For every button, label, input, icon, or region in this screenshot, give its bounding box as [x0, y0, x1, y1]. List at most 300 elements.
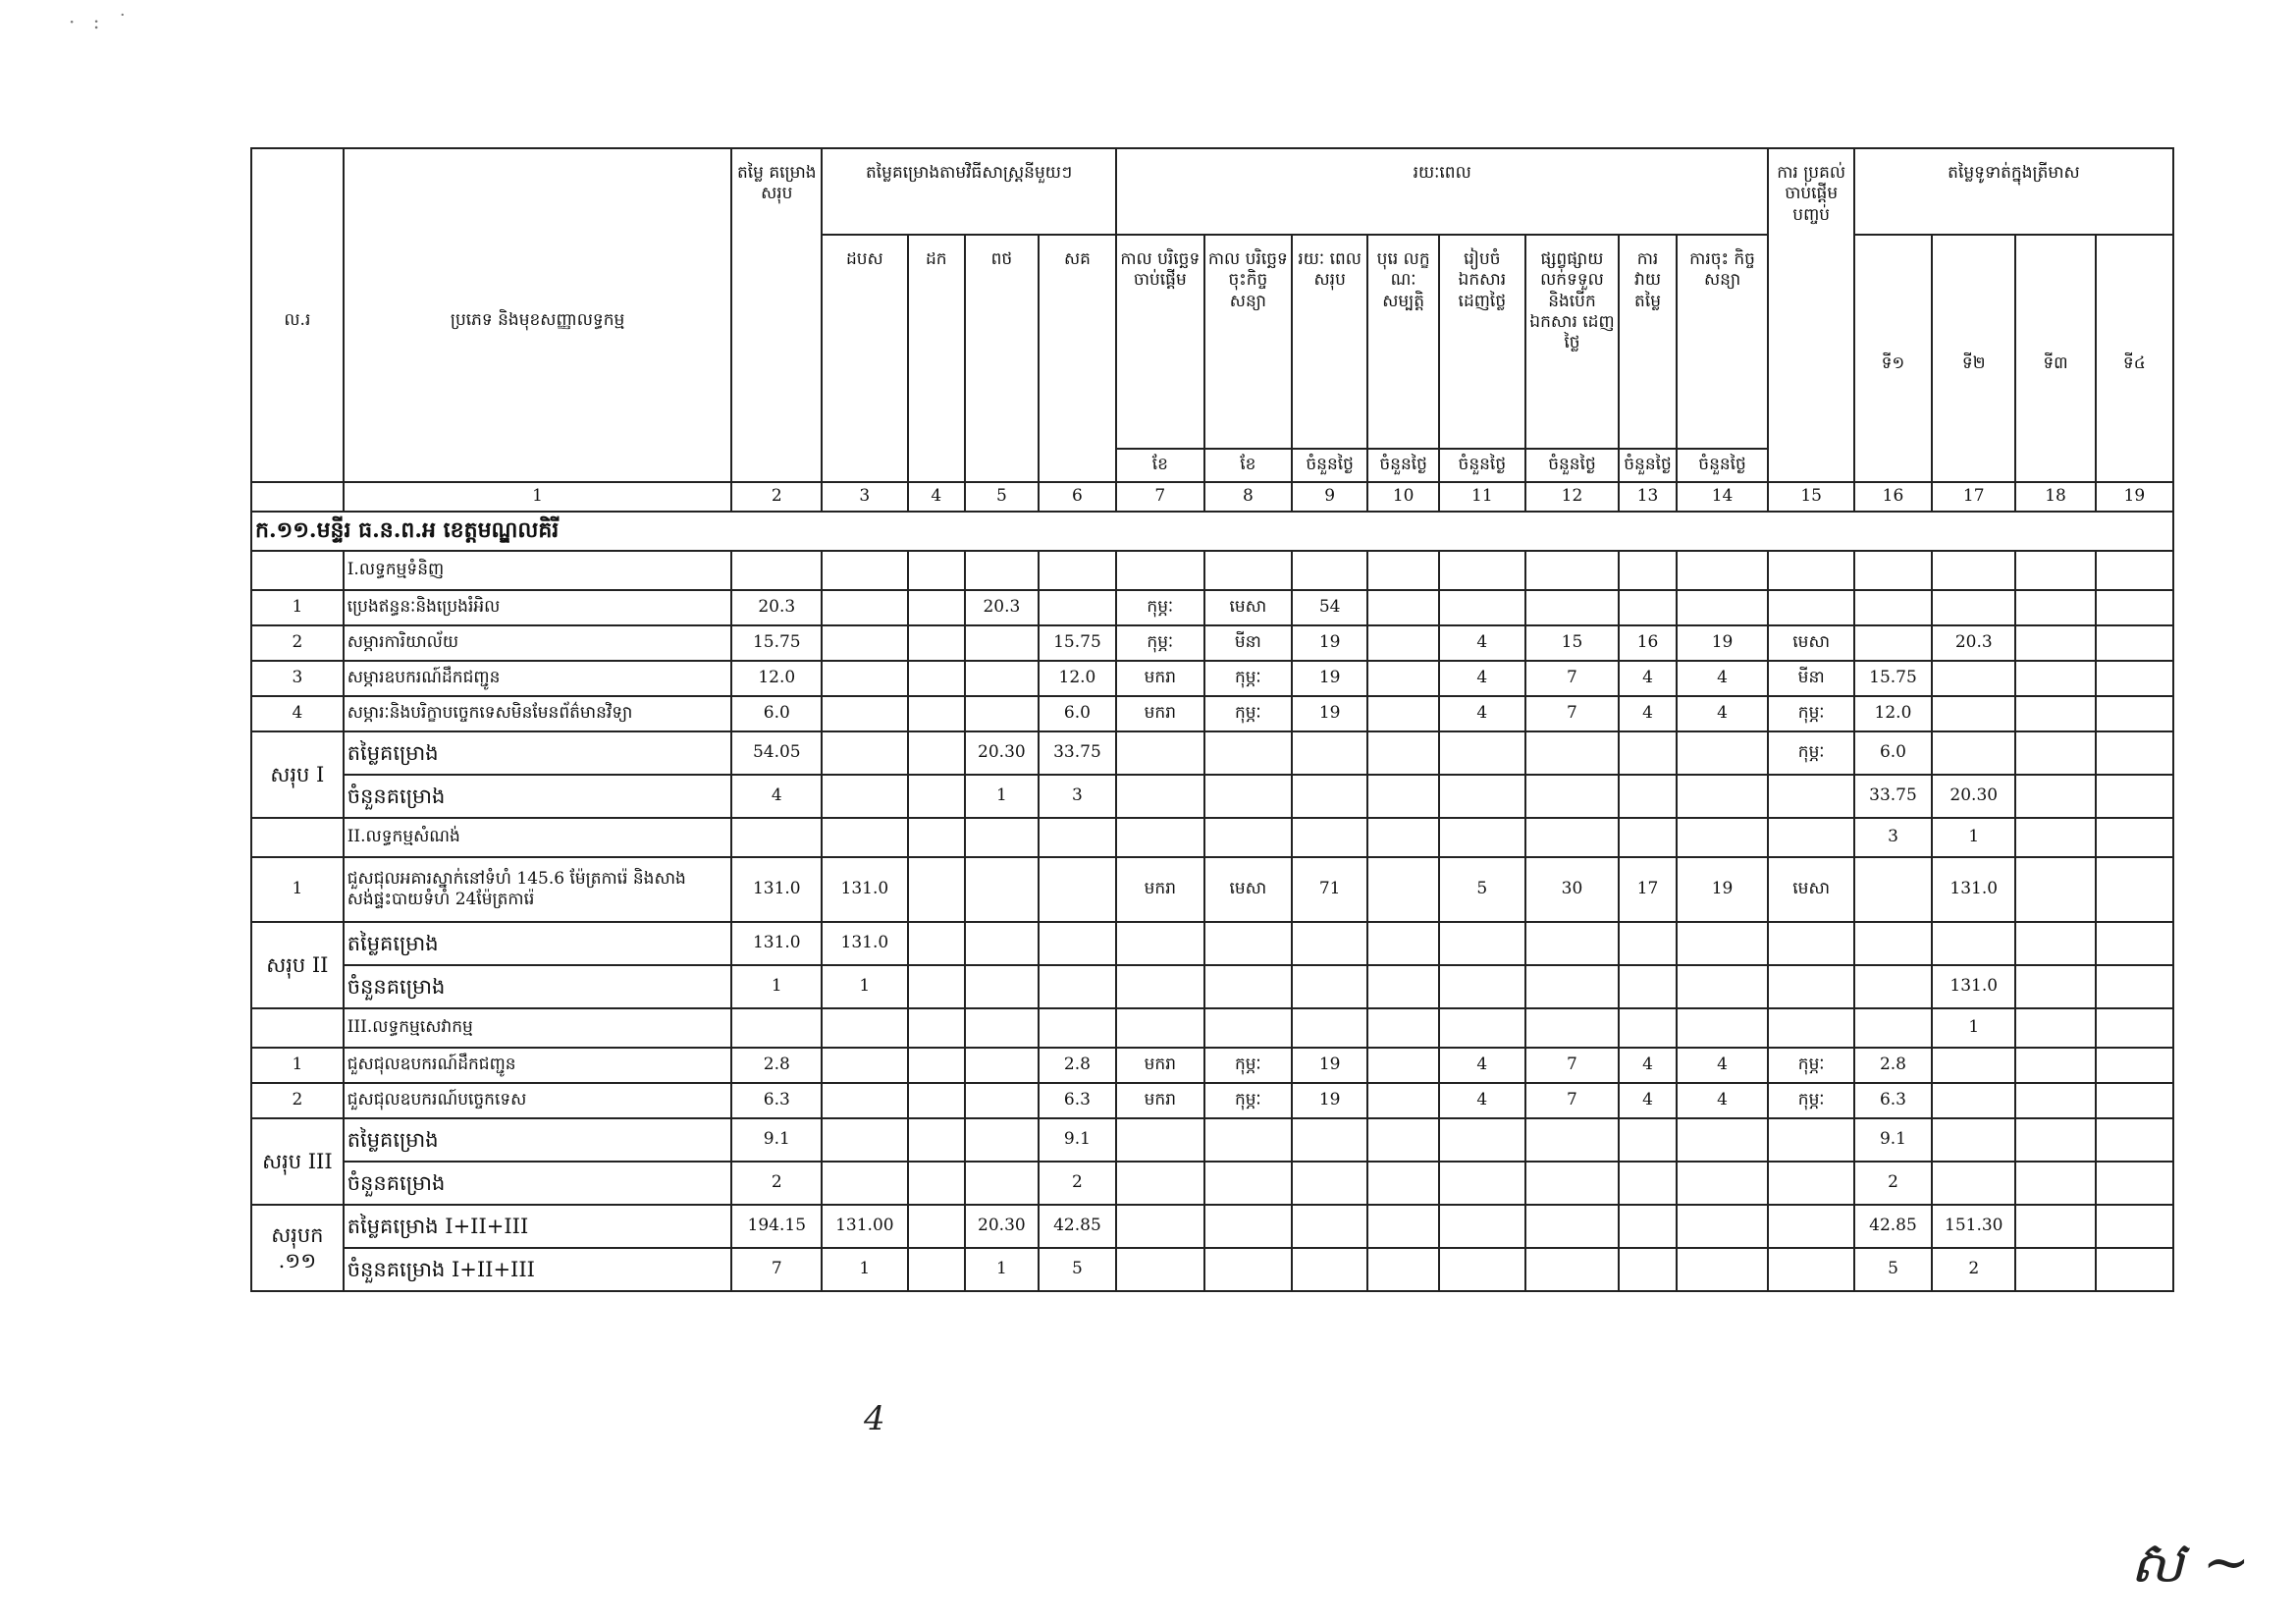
subtotal-q1: 6.0 [1854, 731, 1932, 775]
subtotal-q4 [2096, 731, 2173, 775]
count-c7 [1116, 1162, 1204, 1205]
empty-cell [731, 1008, 822, 1048]
cell-m3: 131.0 [822, 857, 907, 922]
empty-cell [1204, 551, 1293, 590]
empty-cell [1292, 1008, 1367, 1048]
count-q2: 131.0 [1932, 965, 2015, 1008]
count-q4 [2096, 965, 2173, 1008]
empty-cell [908, 551, 965, 590]
count-m4 [908, 1248, 965, 1291]
empty-cell [965, 818, 1039, 857]
cell-q1: 2.8 [1854, 1048, 1932, 1083]
cell-m3 [822, 625, 907, 661]
cell-c11: 4 [1439, 1083, 1524, 1118]
cell-m4 [908, 1048, 965, 1083]
cell-m3 [822, 1048, 907, 1083]
subtotal-c11 [1439, 1118, 1524, 1162]
cell-q2 [1932, 590, 2015, 625]
cell-total: 12.0 [731, 661, 822, 696]
cost-label: តម្លៃគម្រោង I+II+III [344, 1205, 732, 1248]
count-c11 [1439, 965, 1524, 1008]
count-c10 [1367, 775, 1439, 818]
cell-q1: 15.75 [1854, 661, 1932, 696]
cell-q1: 12.0 [1854, 696, 1932, 731]
empty-cell [1525, 818, 1620, 857]
empty-cell [2096, 818, 2173, 857]
cell-m6: 15.75 [1039, 625, 1116, 661]
unit-cell: ចំនួនថ្ងៃ [1619, 449, 1676, 482]
count-c15 [1768, 965, 1853, 1008]
header-evaluation: ការ វាយ តម្លៃ [1619, 235, 1676, 449]
table-row [251, 1048, 2173, 1083]
cell-c12: 30 [1525, 857, 1620, 922]
cell-q1 [1854, 625, 1932, 661]
subtotal-c8 [1204, 731, 1293, 775]
subtotal-c7 [1116, 922, 1204, 965]
cell-c12: 7 [1525, 1048, 1620, 1083]
column-number-cell: 10 [1367, 482, 1439, 512]
subtotal-c14 [1677, 1205, 1769, 1248]
row-number: 1 [251, 857, 344, 922]
count-m4 [908, 965, 965, 1008]
cell-c13: 16 [1619, 625, 1676, 661]
empty-cell [1768, 551, 1853, 590]
row-number: 1 [251, 1048, 344, 1083]
count-c8 [1204, 1248, 1293, 1291]
item-name: សម្ភារៈនិងបរិក្ខាបច្ចេកទេសមិនមែនព័ត៌មានវិទ្យា [344, 696, 732, 731]
cell-c15: កុម្ភៈ [1768, 1048, 1853, 1083]
cell-m4 [908, 661, 965, 696]
subtotal-c13 [1619, 1205, 1676, 1248]
count-total: 7 [731, 1248, 822, 1291]
count-q3 [2015, 965, 2095, 1008]
cell-q1: 6.3 [1854, 1083, 1932, 1118]
group-title-row [251, 1008, 2173, 1048]
cell-c14: 19 [1677, 857, 1769, 922]
subtotal-q3 [2015, 922, 2095, 965]
subtotal-c9 [1292, 922, 1367, 965]
empty-cell [1677, 818, 1769, 857]
unit-cell: ចំនួនថ្ងៃ [1367, 449, 1439, 482]
column-number-cell: 6 [1039, 482, 1116, 512]
cell-q2 [1932, 1048, 2015, 1083]
table-row [251, 1083, 2173, 1118]
empty-cell [1204, 818, 1293, 857]
count-c10 [1367, 1248, 1439, 1291]
empty-cell [908, 1008, 965, 1048]
procurement-plan-table [250, 147, 2174, 1292]
cell-m4 [908, 696, 965, 731]
cell-c7: មករា [1116, 696, 1204, 731]
cell-m5 [965, 625, 1039, 661]
cell-c9: 71 [1292, 857, 1367, 922]
subtotal-count-row [251, 1162, 2173, 1205]
count-m4 [908, 775, 965, 818]
subtotal-c13 [1619, 1118, 1676, 1162]
cell-total: 6.0 [731, 696, 822, 731]
cell-c11: 4 [1439, 661, 1524, 696]
subtotal-q3 [2015, 1205, 2095, 1248]
subtotal-m4 [908, 922, 965, 965]
subtotal-m6: 33.75 [1039, 731, 1116, 775]
cell-m6 [1039, 590, 1116, 625]
subtotal-c10 [1367, 731, 1439, 775]
cell-q2 [1932, 696, 2015, 731]
empty-cell [1116, 1008, 1204, 1048]
count-m3: 1 [822, 1248, 907, 1291]
subtotal-cost-row [251, 1118, 2173, 1162]
empty-cell [908, 818, 965, 857]
empty-cell [1677, 551, 1769, 590]
cell-m5 [965, 857, 1039, 922]
count-c8 [1204, 965, 1293, 1008]
empty-cell [1619, 1008, 1676, 1048]
cell-q4 [2096, 1083, 2173, 1118]
cell-c11: 4 [1439, 696, 1524, 731]
cell-q3 [2015, 857, 2095, 922]
count-m6: 3 [1039, 775, 1116, 818]
count-q2: 2 [1932, 1248, 2015, 1291]
count-c13 [1619, 1248, 1676, 1291]
header-row-1 [251, 148, 2173, 235]
subtotal-q4 [2096, 1118, 2173, 1162]
subtotal-total: 131.0 [731, 922, 822, 965]
empty-cell [731, 551, 822, 590]
cell-c10 [1367, 590, 1439, 625]
empty-cell [1367, 818, 1439, 857]
column-number-cell: 2 [731, 482, 822, 512]
cell-c7: មករា [1116, 661, 1204, 696]
subtotal-c7 [1116, 1205, 1204, 1248]
header-method-1: ដបស [822, 235, 907, 482]
cell-m6: 6.3 [1039, 1083, 1116, 1118]
subtotal-label: សរុប I [251, 731, 344, 818]
cell-q1 [1854, 857, 1932, 922]
cell-c7: មករា [1116, 1048, 1204, 1083]
count-label: ចំនួនគម្រោង [344, 1162, 732, 1205]
cell-c10 [1367, 1083, 1439, 1118]
header-quarter-1: ទី១ [1854, 235, 1932, 482]
subtotal-q4 [2096, 1205, 2173, 1248]
column-number-cell: 5 [965, 482, 1039, 512]
count-c12 [1525, 775, 1620, 818]
cell-c10 [1367, 625, 1439, 661]
empty-cell [822, 1008, 907, 1048]
count-c7 [1116, 965, 1204, 1008]
cell-q2 [1932, 661, 2015, 696]
cell-q3 [2015, 696, 2095, 731]
header-contract-date: កាល បរិច្ឆេទ ចុះកិច្ច សន្យា [1204, 235, 1293, 449]
subtotal-c10 [1367, 1118, 1439, 1162]
cell-q4 [2096, 857, 2173, 922]
cell-q4 [2096, 661, 2173, 696]
cell-c12: 15 [1525, 625, 1620, 661]
cell-m3 [822, 1083, 907, 1118]
cell-c13: 4 [1619, 661, 1676, 696]
cell-m4 [908, 1083, 965, 1118]
cell-c15: កុម្ភៈ [1768, 696, 1853, 731]
subtotal-cost-row [251, 731, 2173, 775]
count-c15 [1768, 1162, 1853, 1205]
cell-c12: 7 [1525, 661, 1620, 696]
table-row [251, 857, 2173, 922]
count-m5: 1 [965, 1248, 1039, 1291]
count-c8 [1204, 775, 1293, 818]
column-number-cell: 3 [822, 482, 907, 512]
count-label: ចំនួនគម្រោង I+II+III [344, 1248, 732, 1291]
cell-c11: 4 [1439, 625, 1524, 661]
quarter-1-value: 3 [1854, 818, 1932, 857]
subtotal-count-row [251, 1248, 2173, 1291]
subtotal-m3 [822, 731, 907, 775]
subtotal-c9 [1292, 1205, 1367, 1248]
cell-m6: 6.0 [1039, 696, 1116, 731]
cell-q3 [2015, 661, 2095, 696]
column-number-cell: 16 [1854, 482, 1932, 512]
cell-c13: 4 [1619, 696, 1676, 731]
count-q4 [2096, 775, 2173, 818]
cell-q2: 20.3 [1932, 625, 2015, 661]
procurement-plan-sheet [250, 147, 2174, 1365]
subtotal-c15 [1768, 1205, 1853, 1248]
table-row [251, 590, 2173, 625]
count-label: ចំនួនគម្រោង [344, 965, 732, 1008]
empty-cell [2096, 551, 2173, 590]
cell-m5 [965, 1048, 1039, 1083]
group-no-cell [251, 818, 344, 857]
subtotal-q1: 9.1 [1854, 1118, 1932, 1162]
table-row [251, 661, 2173, 696]
subtotal-cost-row [251, 922, 2173, 965]
cell-c9: 19 [1292, 625, 1367, 661]
cell-m3 [822, 661, 907, 696]
item-name: សម្ភារឧបករណ៍ដឹកជញ្ជូន [344, 661, 732, 696]
subtotal-c13 [1619, 731, 1676, 775]
count-c12 [1525, 965, 1620, 1008]
row-number: 1 [251, 590, 344, 625]
cell-m5 [965, 661, 1039, 696]
cell-m6 [1039, 857, 1116, 922]
column-number-cell: 15 [1768, 482, 1853, 512]
header-publish-open: ផ្សព្វផ្សាយ លក់ទទួល និងបើក ឯកសារ ដេញថ្លៃ [1525, 235, 1620, 449]
item-name: សម្ភារការិយាល័យ [344, 625, 732, 661]
column-number-cell: 12 [1525, 482, 1620, 512]
count-m3 [822, 1162, 907, 1205]
group-title-row [251, 551, 2173, 590]
cell-c7: កុម្ភៈ [1116, 590, 1204, 625]
empty-cell [1619, 818, 1676, 857]
empty-cell [1292, 551, 1367, 590]
count-m6: 2 [1039, 1162, 1116, 1205]
section-title: ក.១១.មន្ទីរ ធ.ន.ព.អ ខេត្តមណ្ឌលគិរី [251, 512, 2173, 551]
subtotal-c9 [1292, 1118, 1367, 1162]
empty-cell [1039, 818, 1116, 857]
count-c14 [1677, 775, 1769, 818]
cell-c10 [1367, 857, 1439, 922]
cell-c13: 4 [1619, 1048, 1676, 1083]
column-number-cell: 7 [1116, 482, 1204, 512]
count-q1: 5 [1854, 1248, 1932, 1291]
count-total: 4 [731, 775, 822, 818]
subtotal-c11 [1439, 1205, 1524, 1248]
count-q4 [2096, 1248, 2173, 1291]
quarter-2-value: 1 [1932, 1008, 2015, 1048]
count-q1: 2 [1854, 1162, 1932, 1205]
table-row [251, 625, 2173, 661]
empty-cell [822, 551, 907, 590]
column-number-cell: 17 [1932, 482, 2015, 512]
cell-c9: 54 [1292, 590, 1367, 625]
unit-cell: ចំនួនថ្ងៃ [1677, 449, 1769, 482]
table-body [251, 148, 2173, 1291]
count-m3: 1 [822, 965, 907, 1008]
header-contract-signing: ការចុះ កិច្ចសន្យា [1677, 235, 1769, 449]
count-m6: 5 [1039, 1248, 1116, 1291]
table-row [251, 696, 2173, 731]
count-c10 [1367, 965, 1439, 1008]
subtotal-c8 [1204, 1205, 1293, 1248]
count-c9 [1292, 965, 1367, 1008]
group-title: II.លទ្ធកម្មសំណង់ [344, 818, 732, 857]
subtotal-cost-row [251, 1205, 2173, 1248]
cell-c10 [1367, 661, 1439, 696]
cell-m4 [908, 625, 965, 661]
header-quarter-4: ទី៤ [2096, 235, 2173, 482]
subtotal-m6 [1039, 922, 1116, 965]
subtotal-total: 9.1 [731, 1118, 822, 1162]
cell-total: 6.3 [731, 1083, 822, 1118]
empty-cell [1439, 1008, 1524, 1048]
cell-c14: 4 [1677, 1083, 1769, 1118]
cost-label: តម្លៃគម្រោង [344, 731, 732, 775]
empty-cell [2015, 1008, 2095, 1048]
subtotal-c12 [1525, 1205, 1620, 1248]
column-number-cell [251, 482, 344, 512]
count-q1: 33.75 [1854, 775, 1932, 818]
cell-q2: 131.0 [1932, 857, 2015, 922]
row-number: 2 [251, 625, 344, 661]
cost-label: តម្លៃគម្រោង [344, 1118, 732, 1162]
count-c15 [1768, 1248, 1853, 1291]
count-q1 [1854, 965, 1932, 1008]
subtotal-c10 [1367, 1205, 1439, 1248]
item-name: ជួសជុលអគារស្នាក់នៅទំហំ 145.6 ម៉ែត្រការ៉េ និងសាងសង់ផ្ទះបាយទំហំ 24ម៉ែត្រការ៉េ [344, 857, 732, 922]
cell-c13 [1619, 590, 1676, 625]
count-q2: 20.30 [1932, 775, 2015, 818]
row-number: 3 [251, 661, 344, 696]
empty-cell [1525, 1008, 1620, 1048]
cell-m4 [908, 857, 965, 922]
subtotal-c12 [1525, 731, 1620, 775]
cell-q4 [2096, 590, 2173, 625]
subtotal-c7 [1116, 1118, 1204, 1162]
subtotal-c11 [1439, 922, 1524, 965]
empty-cell [1525, 551, 1620, 590]
count-m5 [965, 1162, 1039, 1205]
count-m3 [822, 775, 907, 818]
cell-c8: កុម្ភៈ [1204, 661, 1293, 696]
column-number-cell: 9 [1292, 482, 1367, 512]
cell-total: 131.0 [731, 857, 822, 922]
subtotal-q3 [2015, 1118, 2095, 1162]
subtotal-m5 [965, 922, 1039, 965]
subtotal-c7 [1116, 731, 1204, 775]
cell-c11 [1439, 590, 1524, 625]
cell-q3 [2015, 590, 2095, 625]
cell-c7: មករា [1116, 857, 1204, 922]
header-quarter-3: ទី៣ [2015, 235, 2095, 482]
subtotal-c13 [1619, 922, 1676, 965]
scan-specks: · : ˙ [69, 10, 133, 33]
count-q2 [1932, 1162, 2015, 1205]
cell-c14: 4 [1677, 696, 1769, 731]
cell-c9: 19 [1292, 661, 1367, 696]
empty-cell [1619, 551, 1676, 590]
cell-m6: 12.0 [1039, 661, 1116, 696]
subtotal-q2 [1932, 1118, 2015, 1162]
subtotal-count-row [251, 965, 2173, 1008]
cell-q4 [2096, 1048, 2173, 1083]
column-number-cell: 1 [344, 482, 732, 512]
cell-c15: មីនា [1768, 661, 1853, 696]
item-name: ប្រេងឥន្ធនៈនិងប្រេងរំអិល [344, 590, 732, 625]
cell-c15: មេសា [1768, 625, 1853, 661]
empty-cell [965, 1008, 1039, 1048]
unit-cell: ចំនួនថ្ងៃ [1439, 449, 1524, 482]
count-c9 [1292, 775, 1367, 818]
cell-c8: មេសា [1204, 857, 1293, 922]
empty-cell [1116, 818, 1204, 857]
header-total-cost: តម្លៃ គម្រោង សរុប [731, 148, 822, 482]
count-label: ចំនួនគម្រោង [344, 775, 732, 818]
cell-c9: 19 [1292, 1083, 1367, 1118]
count-c13 [1619, 1162, 1676, 1205]
cell-q3 [2015, 1083, 2095, 1118]
subtotal-c14 [1677, 1118, 1769, 1162]
count-q4 [2096, 1162, 2173, 1205]
empty-cell [1439, 551, 1524, 590]
unit-cell: ខែ [1116, 449, 1204, 482]
header-quarterly-payment: តម្លៃទូទាត់ក្នុងត្រីមាស [1854, 148, 2173, 235]
group-no-cell [251, 551, 344, 590]
cell-c8: កុម្ភៈ [1204, 696, 1293, 731]
subtotal-m4 [908, 1205, 965, 1248]
count-c9 [1292, 1248, 1367, 1291]
count-c8 [1204, 1162, 1293, 1205]
cell-c13: 17 [1619, 857, 1676, 922]
unit-cell: ចំនួនថ្ងៃ [1525, 449, 1620, 482]
count-c9 [1292, 1162, 1367, 1205]
subtotal-m3 [822, 1118, 907, 1162]
header-cost-by-method: តម្លៃគម្រោងតាមវិធីសាស្ត្រនីមួយៗ [822, 148, 1116, 235]
count-total: 2 [731, 1162, 822, 1205]
empty-cell [1116, 551, 1204, 590]
row-number: 2 [251, 1083, 344, 1118]
subtotal-m5 [965, 1118, 1039, 1162]
cell-c8: កុម្ភៈ [1204, 1048, 1293, 1083]
empty-cell [1439, 818, 1524, 857]
cell-c14: 19 [1677, 625, 1769, 661]
header-duration: រយៈពេល [1116, 148, 1768, 235]
cell-c14: 4 [1677, 1048, 1769, 1083]
row-number: 4 [251, 696, 344, 731]
subtotal-total: 194.15 [731, 1205, 822, 1248]
cell-c8: កុម្ភៈ [1204, 1083, 1293, 1118]
subtotal-m6: 42.85 [1039, 1205, 1116, 1248]
empty-cell [965, 551, 1039, 590]
cell-q3 [2015, 1048, 2095, 1083]
count-c12 [1525, 1162, 1620, 1205]
